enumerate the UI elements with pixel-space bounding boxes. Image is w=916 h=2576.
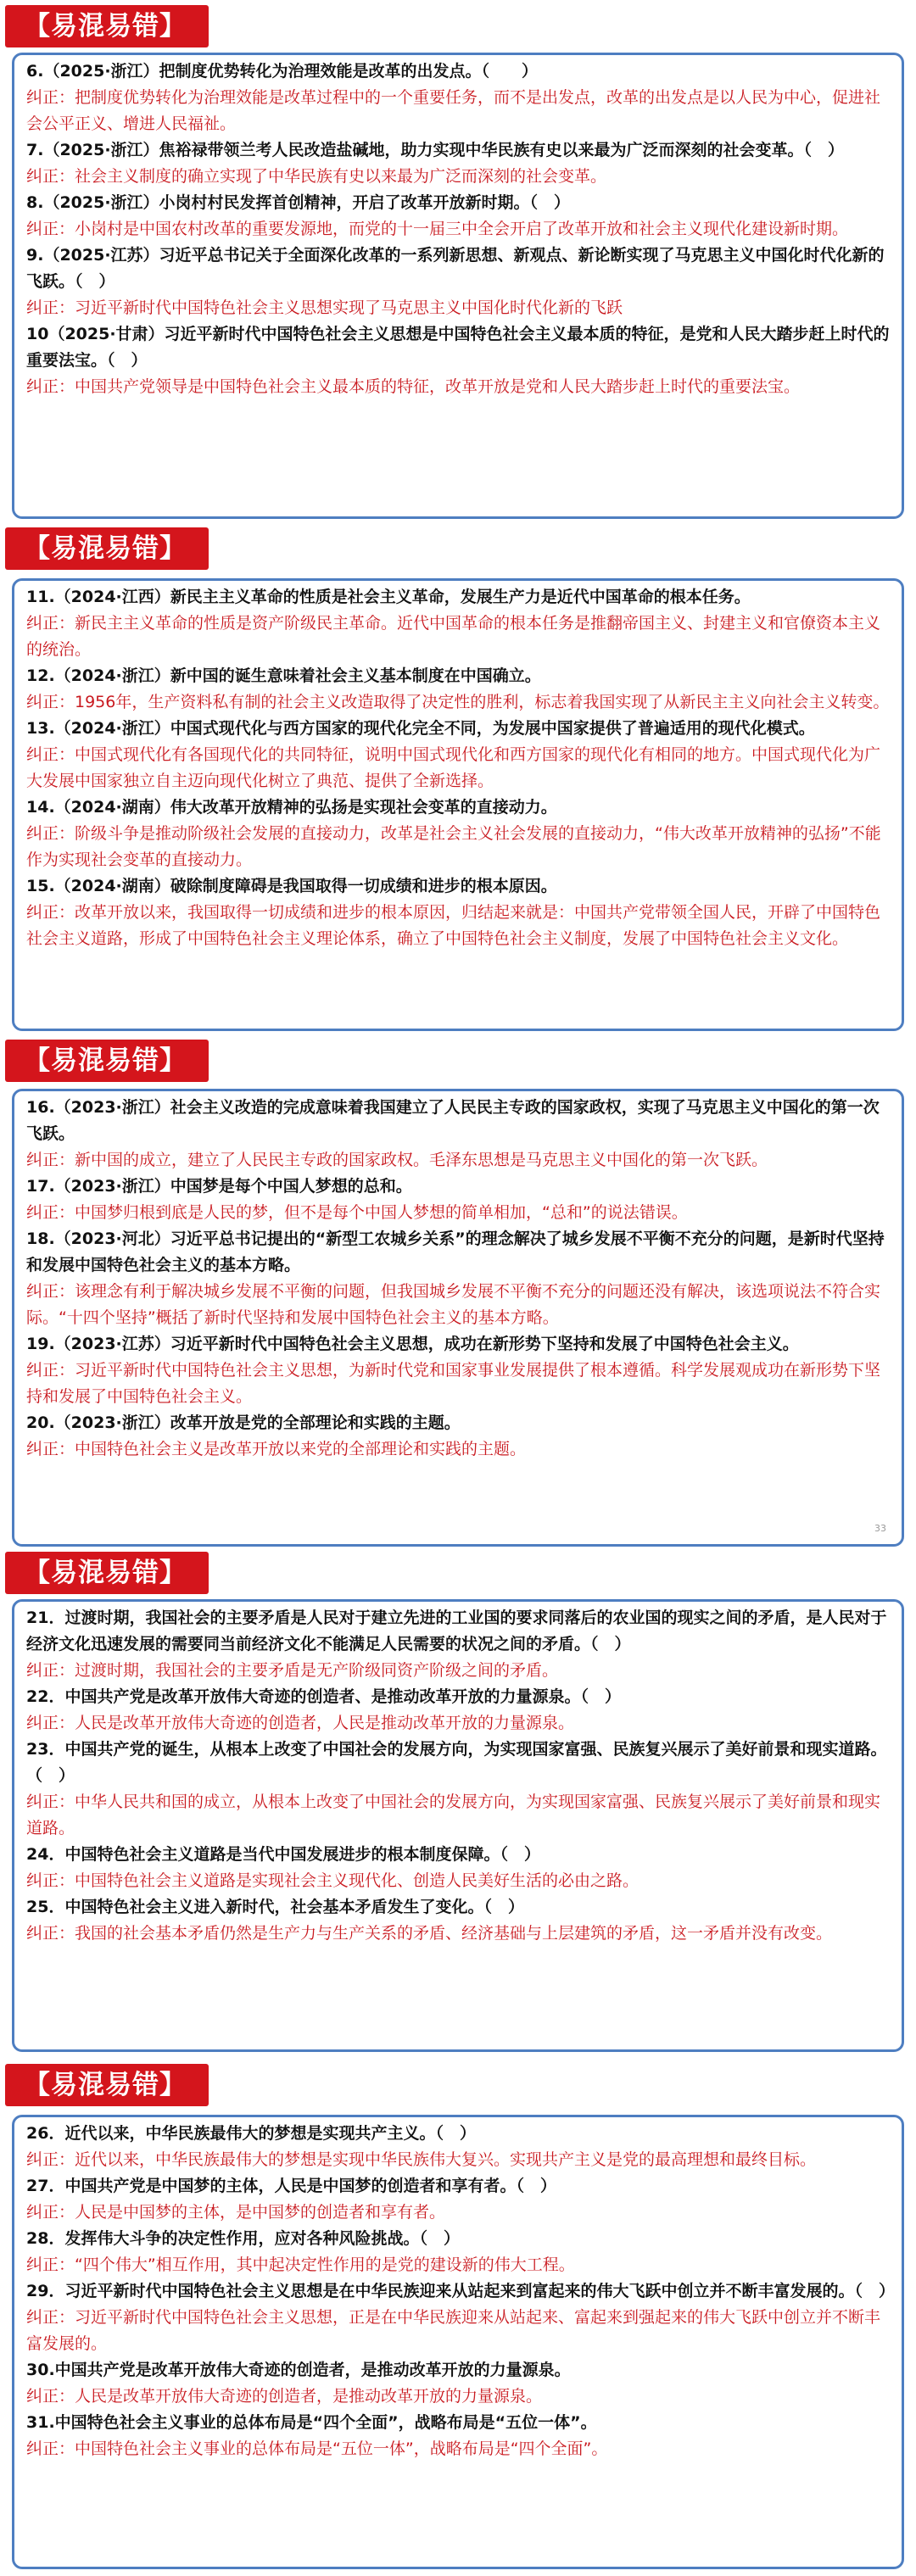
correction-text: 纠正：把制度优势转化为治理效能是改革过程中的一个重要任务，而不是出发点，改革的出发点是以人民为中心，促进社会公平正义、增进人民福祉。	[26, 88, 881, 133]
correction-text: 纠正：人民是改革开放伟大奇迹的创造者，是推动改革开放的力量源泉。	[26, 2387, 543, 2406]
correction-text: 纠正：过渡时期，我国社会的主要矛盾是无产阶级同资产阶级之间的矛盾。	[26, 1661, 559, 1680]
correction-text: 纠正：中国式现代化有各国现代化的共同特征，说明中国式现代化和西方国家的现代化有相同的地方。中国式现代化为广大发展中国家独立自主迈向现代化树立了典范、提供了全新选择。	[26, 745, 881, 790]
correction-text: 纠正：中国特色社会主义道路是实现社会主义现代化、创造人民美好生活的必由之路。	[26, 1871, 640, 1890]
question-text: 24．中国特色社会主义道路是当代中国发展进步的根本制度保障。（ ）	[26, 1845, 540, 1864]
correction-text: 纠正：新中国的成立，建立了人民民主专政的国家政权。毛泽东思想是马克思主义中国化的第一次飞跃。	[26, 1151, 768, 1169]
question-text: 31.中国特色社会主义事业的总体布局是“四个全面”，战略布局是“五位一体”。	[26, 2413, 597, 2432]
question-box	[12, 578, 904, 1031]
correction-text: 纠正：1956年，生产资料私有制的社会主义改造取得了决定性的胜利，标志着我国实现了从新民主主义向社会主义转变。	[26, 693, 890, 711]
correction-text: 纠正：中国梦归根到底是人民的梦，但不是每个中国人梦想的简单相加，“总和”的说法错误。	[26, 1203, 688, 1222]
correction-text: 纠正：我国的社会基本矛盾仍然是生产力与生产关系的矛盾、经济基础与上层建筑的矛盾，这一矛盾并没有改变。	[26, 1924, 833, 1943]
question-text: 16.（2023·浙江）社会主义改造的完成意味着我国建立了人民民主专政的国家政权，实现了马克思主义中国化的第一次飞跃。	[26, 1098, 880, 1143]
question-text: 10（2025·甘肃）习近平新时代中国特色社会主义思想是中国特色社会主义最本质的特征，是党和人民大踏步赶上时代的重要法宝。（ ）	[26, 325, 890, 370]
question-text: 25．中国特色社会主义进入新时代，社会基本矛盾发生了变化。（ ）	[26, 1898, 524, 1916]
correction-text: 纠正：近代以来，中华民族最伟大的梦想是实现中华民族伟大复兴。实现共产主义是党的最高理想和最终目标。	[26, 2150, 817, 2169]
correction-text: 纠正：该理念有利于解决城乡发展不平衡的问题，但我国城乡发展不平衡不充分的问题还没有解决，该选项说法不符合实际。“十四个坚持”概括了新时代坚持和发展中国特色社会主义的基本方略。	[26, 1282, 881, 1327]
question-text: 22．中国共产党是改革开放伟大奇迹的创造者、是推动改革开放的力量源泉。（ ）	[26, 1687, 621, 1706]
question-text: 20.（2023·浙江）改革开放是党的全部理论和实践的主题。	[26, 1413, 461, 1432]
question-text: 27．中国共产党是中国梦的主体，人民是中国梦的创造者和享有者。（ ）	[26, 2177, 556, 2195]
question-text: 28．发挥伟大斗争的决定性作用，应对各种风险挑战。（ ）	[26, 2229, 460, 2248]
section-3	[0, 1033, 916, 1547]
question-box	[12, 2115, 904, 2569]
question-text: 7.（2025·浙江）焦裕禄带领兰考人民改造盐碱地，助力实现中华民族有史以来最为广泛而深刻的社会变革。（ ）	[26, 141, 845, 159]
correction-text: 纠正：中国特色社会主义事业的总体布局是“五位一体”，战略布局是“四个全面”。	[26, 2439, 608, 2458]
question-box	[12, 53, 904, 519]
page-number: 33	[874, 1523, 886, 1534]
question-text: 14.（2024·湖南）伟大改革开放精神的弘扬是实现社会变革的直接动力。	[26, 798, 557, 817]
question-text: 12.（2024·浙江）新中国的诞生意味着社会主义基本制度在中国确立。	[26, 666, 541, 685]
question-box	[12, 1089, 904, 1547]
question-text: 8.（2025·浙江）小岗村村民发挥首创精神，开启了改革开放新时期。（ ）	[26, 193, 571, 212]
question-text: 18.（2023·河北）习近平总书记提出的“新型工农城乡关系”的理念解决了城乡发展不平衡不充分的问题，是新时代坚持和发展中国特色社会主义的基本方略。	[26, 1229, 885, 1274]
correction-text: 纠正：中国特色社会主义是改革开放以来党的全部理论和实践的主题。	[26, 1440, 527, 1458]
question-text: 13.（2024·浙江）中国式现代化与西方国家的现代化完全不同，为发展中国家提供了普遍适用的现代化模式。	[26, 719, 815, 738]
section-2	[0, 519, 916, 1033]
correction-text: 纠正：小岗村是中国农村改革的重要发源地，而党的十一届三中全会开启了改革开放和社会主义现代化建设新时期。	[26, 220, 849, 238]
section-tag: 【易混易错】	[5, 1552, 209, 1594]
question-text: 23．中国共产党的诞生，从根本上改变了中国社会的发展方向，为实现国家富强、民族复兴展示了美好前景和现实道路。（ ）	[26, 1740, 887, 1785]
question-text: 21．过渡时期，我国社会的主要矛盾是人民对于建立先进的工业国的要求同落后的农业国的现实之间的矛盾，是人民对于经济文化迅速发展的需要同当前经济文化不能满足人民需要的状况之间的矛盾。（ ）	[26, 1609, 887, 1653]
section-4	[0, 1548, 916, 2052]
correction-text: 纠正：习近平新时代中国特色社会主义思想，为新时代党和国家事业发展提供了根本遵循。科学发展观成功在新形势下坚持和发展了中国特色社会主义。	[26, 1361, 881, 1406]
section-tag: 【易混易错】	[5, 2064, 209, 2106]
section-tag: 【易混易错】	[5, 5, 209, 47]
question-text: 30.中国共产党是改革开放伟大奇迹的创造者，是推动改革开放的力量源泉。	[26, 2361, 571, 2379]
section-1	[0, 0, 916, 524]
question-text: 6.（2025·浙江）把制度优势转化为治理效能是改革的出发点。（ ）	[26, 62, 539, 81]
question-text: 17.（2023·浙江）中国梦是每个中国人梦想的总和。	[26, 1177, 412, 1196]
question-text: 15.（2024·湖南）破除制度障碍是我国取得一切成绩和进步的根本原因。	[26, 877, 557, 895]
question-text: 26．近代以来，中华民族最伟大的梦想是实现共产主义。（ ）	[26, 2124, 476, 2143]
question-text: 9.（2025·江苏）习近平总书记关于全面深化改革的一系列新思想、新观点、新论断实现了马克思主义中国化时代化新的飞跃。（ ）	[26, 246, 885, 291]
correction-text: 纠正：新民主主义革命的性质是资产阶级民主革命。近代中国革命的根本任务是推翻帝国主义、封建主义和官僚资本主义的统治。	[26, 614, 881, 659]
correction-text: 纠正：改革开放以来，我国取得一切成绩和进步的根本原因，归结起来就是：中国共产党带领全国人民，开辟了中国特色社会主义道路，形成了中国特色社会主义理论体系，确立了中国特色社会主义制度，发展了中国特色社会主义文化。	[26, 903, 881, 948]
question-box	[12, 1599, 904, 2052]
section-tag: 【易混易错】	[5, 1040, 209, 1082]
section-5	[0, 2060, 916, 2576]
question-text: 29．习近平新时代中国特色社会主义思想是在中华民族迎来从站起来到富起来的伟大飞跃中创立并不断丰富发展的。（ ）	[26, 2282, 895, 2300]
question-text: 19.（2023·江苏）习近平新时代中国特色社会主义思想，成功在新形势下坚持和发展了中国特色社会主义。	[26, 1335, 799, 1353]
section-tag: 【易混易错】	[5, 527, 209, 570]
correction-text: 纠正：中华人民共和国的成立，从根本上改变了中国社会的发展方向，为实现国家富强、民族复兴展示了美好前景和现实道路。	[26, 1793, 881, 1837]
correction-text: 纠正：“四个伟大”相互作用，其中起决定性作用的是党的建设新的伟大工程。	[26, 2255, 575, 2274]
correction-text: 纠正：中国共产党领导是中国特色社会主义最本质的特征，改革开放是党和人民大踏步赶上时代的重要法宝。	[26, 377, 801, 396]
correction-text: 纠正：阶级斗争是推动阶级社会发展的直接动力，改革是社会主义社会发展的直接动力，“伟大改革开放精神的弘扬”不能作为实现社会变革的直接动力。	[26, 824, 881, 869]
correction-text: 纠正：人民是中国梦的主体，是中国梦的创造者和享有者。	[26, 2203, 446, 2222]
question-text: 11.（2024·江西）新民主主义革命的性质是社会主义革命，发展生产力是近代中国革命的根本任务。	[26, 588, 751, 606]
correction-text: 纠正：习近平新时代中国特色社会主义思想实现了马克思主义中国化时代化新的飞跃	[26, 298, 623, 317]
correction-text: 纠正：人民是改革开放伟大奇迹的创造者，人民是推动改革开放的力量源泉。	[26, 1714, 575, 1732]
correction-text: 纠正：习近平新时代中国特色社会主义思想，正是在中华民族迎来从站起来、富起来到强起来的伟大飞跃中创立并不断丰富发展的。	[26, 2308, 881, 2353]
correction-text: 纠正：社会主义制度的确立实现了中华民族有史以来最为广泛而深刻的社会变革。	[26, 167, 607, 186]
